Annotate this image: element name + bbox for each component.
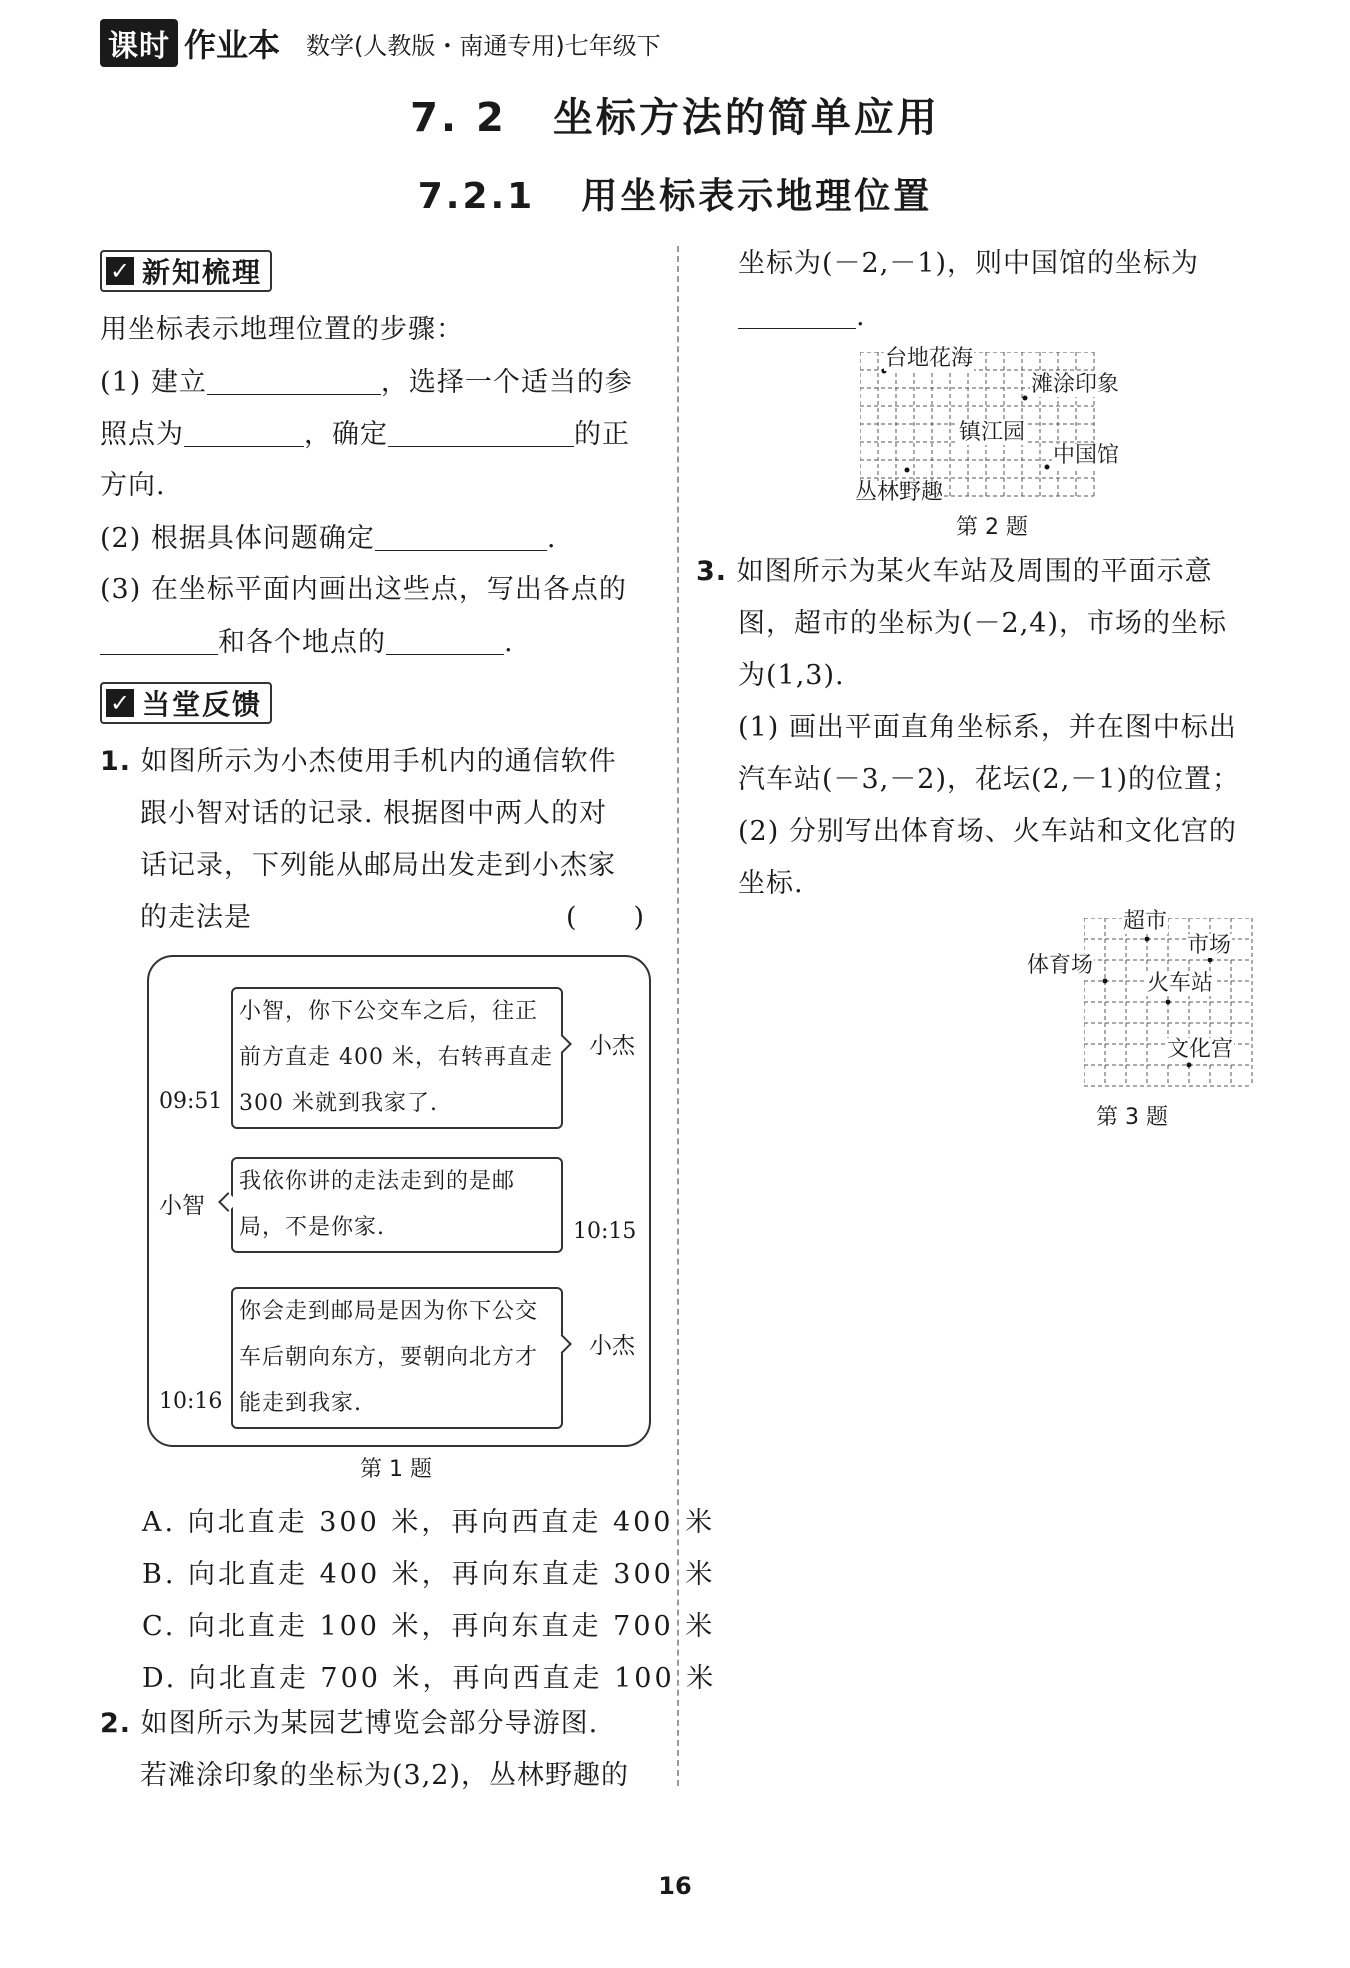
q1-figure-caption: 第 1 题: [360, 1457, 432, 1482]
subsection-title-text: 用坐标表示地理位置: [581, 176, 933, 217]
chat-time-3: 10:16: [159, 1389, 223, 1414]
answer-blank[interactable]: [738, 300, 856, 329]
chat-sender-1: 小杰: [589, 1033, 635, 1059]
point-shichang: [1208, 958, 1213, 963]
chat-bubble-3: 你会走到邮局是因为你下公交 车后朝向东方，要朝向北方才 能走到我家.: [231, 1287, 563, 1429]
answer-blank[interactable]: [388, 418, 574, 447]
page-header: [100, 18, 661, 68]
q3-line2: 图，超市的坐标为(－2,4)，市场的坐标: [738, 608, 1228, 639]
review-step1-line1: (1) 建立 ，选择一个适当的参: [100, 367, 633, 398]
answer-blank[interactable]: [386, 626, 504, 655]
review-heading-label: 新知梳理: [142, 256, 263, 289]
q3-line4: (1) 画出平面直角坐标系，并在图中标出: [738, 712, 1237, 743]
q3-line5: 汽车站(－3,－2)，花坛(2,－1)的位置；: [738, 764, 1241, 795]
q2-figure-caption: 第 2 题: [956, 515, 1028, 540]
map-label-zhenjiang-yuan: 镇江园: [959, 420, 1026, 445]
brand-logo: 课时: [100, 19, 178, 67]
chat-bubble-2: 我依你讲的走法走到的是邮 局，不是你家.: [231, 1157, 563, 1253]
map-label-chaoshi: 超市: [1123, 909, 1168, 934]
q2-line3: 坐标为(－2,－1)，则中国馆的坐标为: [738, 248, 1200, 279]
q3-line6: (2) 分别写出体育场、火车站和文化宫的: [738, 816, 1237, 847]
answer-blank[interactable]: [207, 366, 381, 395]
book-info: 数学(人教版・南通专用)七年级下: [306, 31, 661, 60]
q1-option-a[interactable]: A. 向北直走 300 米，再向西直走 400 米: [142, 1507, 716, 1538]
q1-answer-paren[interactable]: ( ): [566, 902, 646, 933]
review-step3-line1: (3) 在坐标平面内画出这些点，写出各点的: [100, 574, 627, 605]
review-heading: [100, 250, 272, 292]
point-tiyuchang: [1103, 979, 1108, 984]
review-step1-line2: 照点为 ，确定 的正: [100, 419, 630, 450]
chat-time-2: 10:15: [573, 1219, 637, 1244]
subsection-title: [0, 168, 1350, 219]
point-chaoshi: [1145, 937, 1150, 942]
q3-line1: 3. 如图所示为某火车站及周围的平面示意: [696, 556, 1213, 587]
chat-sender-2: 小智: [159, 1193, 205, 1219]
chat-bubble-1: 小智，你下公交车之后，往正 前方直走 400 米，右转再直走 300 米就到我家了.: [231, 987, 563, 1129]
checkbox-icon: ✓: [106, 689, 134, 717]
chat-sender-3: 小杰: [589, 1333, 635, 1359]
map-label-wenhuagong: 文化宫: [1167, 1037, 1234, 1062]
q3-line7: 坐标.: [738, 868, 804, 899]
map-label-tantu-yinxiang: 滩涂印象: [1031, 372, 1120, 397]
map-label-huochezhan: 火车站: [1147, 971, 1214, 996]
subsection-number: 7.2.1: [417, 176, 536, 217]
feedback-heading: [100, 682, 272, 724]
map-label-conglin-yequ: 丛林野趣: [855, 480, 944, 505]
answer-blank[interactable]: [100, 626, 218, 655]
q1-option-c[interactable]: C. 向北直走 100 米，再向东直走 700 米: [142, 1611, 716, 1642]
review-intro: 用坐标表示地理位置的步骤：: [100, 314, 464, 345]
q1-option-d[interactable]: D. 向北直走 700 米，再向西直走 100 米: [142, 1663, 717, 1694]
q1-line4: 的走法是: [140, 902, 252, 933]
q1-option-b[interactable]: B. 向北直走 400 米，再向东直走 300 米: [142, 1559, 716, 1590]
chat-figure: [147, 955, 651, 1447]
review-step2: (2) 根据具体问题确定 .: [100, 523, 557, 554]
point-zhongguo-guan: [1045, 465, 1050, 470]
map-label-shichang: 市场: [1187, 933, 1232, 958]
answer-blank[interactable]: [184, 418, 304, 447]
map-label-taidi-huahai: 台地花海: [885, 346, 974, 371]
q1-line1: 1. 如图所示为小杰使用手机内的通信软件: [100, 746, 617, 777]
feedback-heading-label: 当堂反馈: [142, 688, 263, 721]
q2-line4: .: [738, 300, 866, 333]
chat-time-1: 09:51: [159, 1089, 223, 1114]
q3-line3: 为(1,3).: [738, 660, 845, 691]
review-step3-line2: 和各个地点的 .: [100, 626, 514, 659]
point-wenhuagong: [1187, 1063, 1192, 1068]
point-huochezhan: [1166, 1000, 1171, 1005]
map-label-tiyuchang: 体育场: [1027, 953, 1094, 978]
page-number: 16: [658, 1872, 692, 1900]
answer-blank[interactable]: [375, 522, 547, 551]
q2-line2: 若滩涂印象的坐标为(3,2)，丛林野趣的: [140, 1760, 630, 1791]
q2-line1: 2. 如图所示为某园艺博览会部分导游图.: [100, 1708, 599, 1739]
brand-suffix: 作业本: [184, 26, 281, 64]
q3-figure-caption: 第 3 题: [1096, 1105, 1168, 1130]
point-tantu-yinxiang: [1023, 396, 1028, 401]
q1-line2: 跟小智对话的记录. 根据图中两人的对: [140, 798, 608, 829]
section-title: [0, 86, 1350, 143]
review-step1-line3: 方向.: [100, 470, 166, 501]
q1-line3: 话记录，下列能从邮局出发走到小杰家: [140, 850, 616, 881]
point-conglin-yequ: [905, 468, 910, 473]
section-number: 7. 2: [410, 95, 507, 141]
map-label-zhongguo-guan: 中国馆: [1053, 443, 1120, 468]
section-title-text: 坐标方法的简单应用: [552, 95, 940, 141]
checkbox-icon: ✓: [106, 257, 134, 285]
